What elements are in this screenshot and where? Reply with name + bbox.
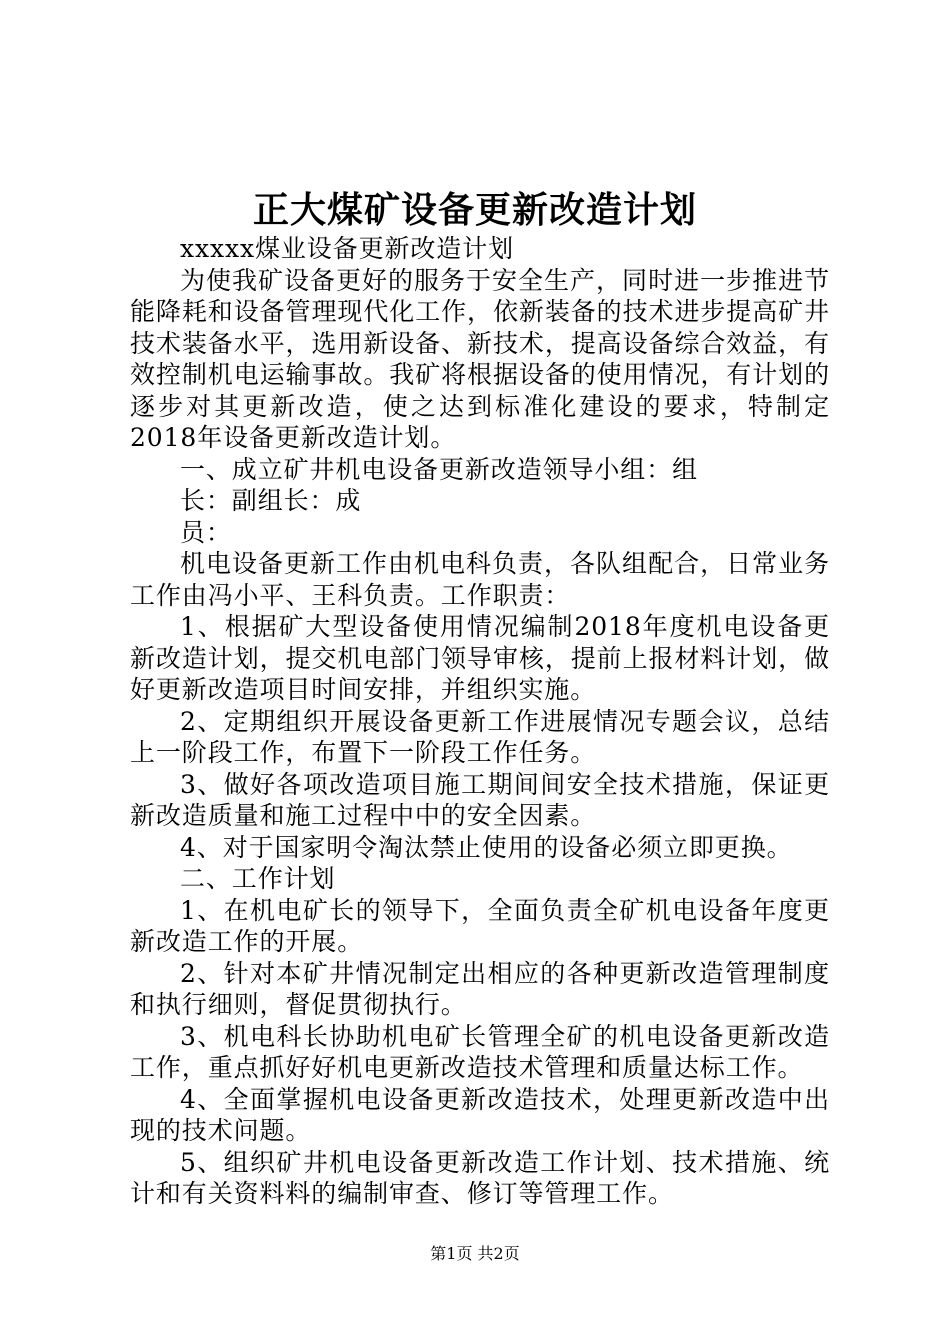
paragraph-plan-4: 4、全面掌握机电设备更新改造技术，处理更新改造中出现的技术问题。: [130, 1084, 830, 1145]
paragraph-duty-3: 3、做好各项改造项目施工期间间安全技术措施，保证更新改造质量和施工过程中中的安全因素。: [130, 769, 830, 830]
paragraph-duty-2: 2、定期组织开展设备更新工作进展情况专题会议，总结上一阶段工作，布置下一阶段工作任务。: [130, 706, 830, 767]
page-footer: [0, 1243, 950, 1265]
paragraph-plan-5: 5、组织矿井机电设备更新改造工作计划、技术措施、统计和有关资料料的编制审查、修订等管理工作。: [130, 1147, 830, 1208]
document-body: [130, 233, 830, 1210]
paragraph-responsibility: 机电设备更新工作由机电科负责，各队组配合，日常业务工作由冯小平、王科负责。工作职责：: [130, 549, 830, 610]
paragraph-leader-line: 长：副组长：成: [180, 486, 362, 515]
paragraph-subtitle: xxxxx煤业设备更新改造计划: [180, 234, 514, 263]
paragraph-section-1-heading: 一、成立矿井机电设备更新改造领导小组：组: [180, 454, 699, 484]
paragraph-plan-2: 2、针对本矿井情况制定出相应的各种更新改造管理制度和执行细则，督促贯彻执行。: [130, 958, 830, 1019]
paragraph-duty-4: 4、对于国家明令淘汰禁止使用的设备必须立即更换。: [180, 832, 793, 862]
paragraph-member-line: 员：: [180, 517, 232, 547]
paragraph-section-2-heading: 二、工作计划: [180, 864, 336, 893]
paragraph-plan-1: 1、在机电矿长的领导下，全面负责全矿机电设备年度更新改造工作的开展。: [130, 895, 830, 956]
paragraph-duty-1: 1、根据矿大型设备使用情况编制2018年度机电设备更新改造计划，提交机电部门领导审核，提前上报材料计划，做好更新改造项目时间安排，并组织实施。: [130, 612, 830, 704]
document-title: 正大煤矿设备更新改造计划: [252, 189, 697, 231]
page-number: 第1页: [430, 1244, 473, 1263]
paragraph-intro: 为使我矿设备更好的服务于安全生产，同时进一步推进节能降耗和设备管理现代化工作，依新装备的技术进步提高矿井技术装备水平，选用新设备、新技术，提高设备综合效益，有效控制机电运输事故。我矿将根据设备的使用情况，有计划的逐步对其更新改造，使之达到标准化建设的要求，特制定2018年设备更新改造计划。: [130, 265, 830, 452]
paragraph-plan-3: 3、机电科长协助机电矿长管理全矿的机电设备更新改造工作，重点抓好好机电更新改造技术管理和质量达标工作。: [130, 1021, 830, 1082]
page-total: 共2页: [477, 1244, 520, 1263]
